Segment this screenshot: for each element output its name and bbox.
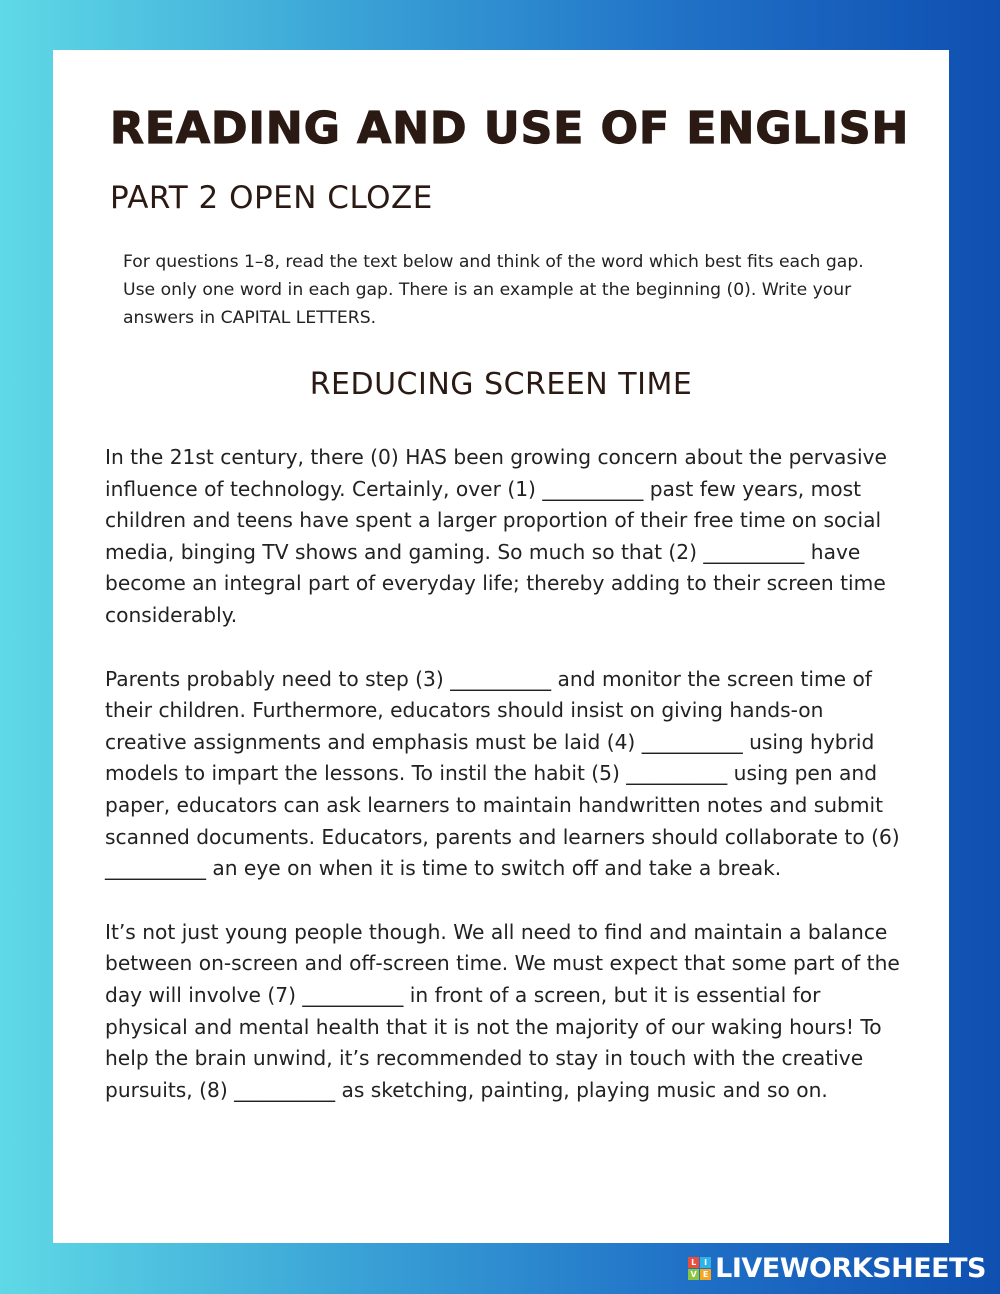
text-title: REDUCING SCREEN TIME xyxy=(309,367,693,402)
paragraph-2 xyxy=(105,664,905,885)
cloze-text xyxy=(105,442,905,1138)
liveworksheets-watermark xyxy=(688,1253,986,1284)
gap-3[interactable]: __________ xyxy=(450,666,552,691)
page-title: READING AND USE OF ENGLISH xyxy=(110,103,910,154)
text-segment: past few years, most children and teens have spent a larger proportion of their free time on social media, binging TV shows and gaming. So much so that (2) xyxy=(105,476,882,564)
gap-4[interactable]: __________ xyxy=(641,729,743,754)
gap-1[interactable]: __________ xyxy=(542,476,644,501)
section-subtitle: PART 2 OPEN CLOZE xyxy=(110,180,433,216)
logo-letter: I xyxy=(700,1257,711,1268)
text-segment: and monitor the screen time of their children. Furthermore, educators should insist on giving hands-on creative assignments and emphasis must be laid (4) xyxy=(105,666,872,754)
text-segment: Parents probably need to step (3) xyxy=(105,666,451,691)
logo-letter: V xyxy=(688,1269,699,1280)
paragraph-3 xyxy=(105,917,905,1107)
gap-8[interactable]: __________ xyxy=(234,1077,336,1102)
text-segment: using pen and paper, educators can ask learners to maintain handwritten notes and submit scanned documents. Educators, parents and learners should collaborate to (6) xyxy=(105,761,900,849)
live-logo-icon xyxy=(688,1257,711,1280)
text-segment: as sketching, painting, playing music and so on. xyxy=(335,1077,828,1102)
paragraph-1 xyxy=(105,442,905,632)
text-segment: an eye on when it is time to switch off and take a break. xyxy=(205,856,782,881)
instructions-text: For questions 1–8, read the text below and think of the word which best fits each gap. Use only one word in each gap. There is an example at the beginning (0). Write your answers in CAPITAL LETTERS. xyxy=(123,252,864,328)
text-segment: In the 21st century, there (0) HAS been growing concern about the pervasive influence of technology. Certainly, over (1) xyxy=(105,445,887,501)
gap-2[interactable]: __________ xyxy=(703,539,805,564)
text-segment: in front of a screen, but it is essential for physical and mental health that it is not the majority of our waking hours! To help the brain unwind, it’s recommended to stay in touch with the creative pursuits, (8) xyxy=(105,982,882,1102)
gap-6[interactable]: __________ xyxy=(105,856,206,881)
logo-letter: L xyxy=(688,1257,699,1268)
logo-letter: E xyxy=(700,1269,711,1280)
gap-5[interactable]: __________ xyxy=(626,761,728,786)
worksheet-page xyxy=(53,50,949,1243)
gap-7[interactable]: __________ xyxy=(302,982,404,1007)
text-segment: have become an integral part of everyday life; thereby adding to their screen time considerably. xyxy=(105,539,886,627)
text-segment: It’s not just young people though. We all need to find and maintain a balance between on-screen and off-screen time. We must expect that some part of the day will involve (7) xyxy=(105,919,900,1007)
brand-name: LIVEWORKSHEETS xyxy=(715,1253,986,1284)
text-segment: using hybrid models to impart the lessons. To instil the habit (5) xyxy=(105,729,875,786)
